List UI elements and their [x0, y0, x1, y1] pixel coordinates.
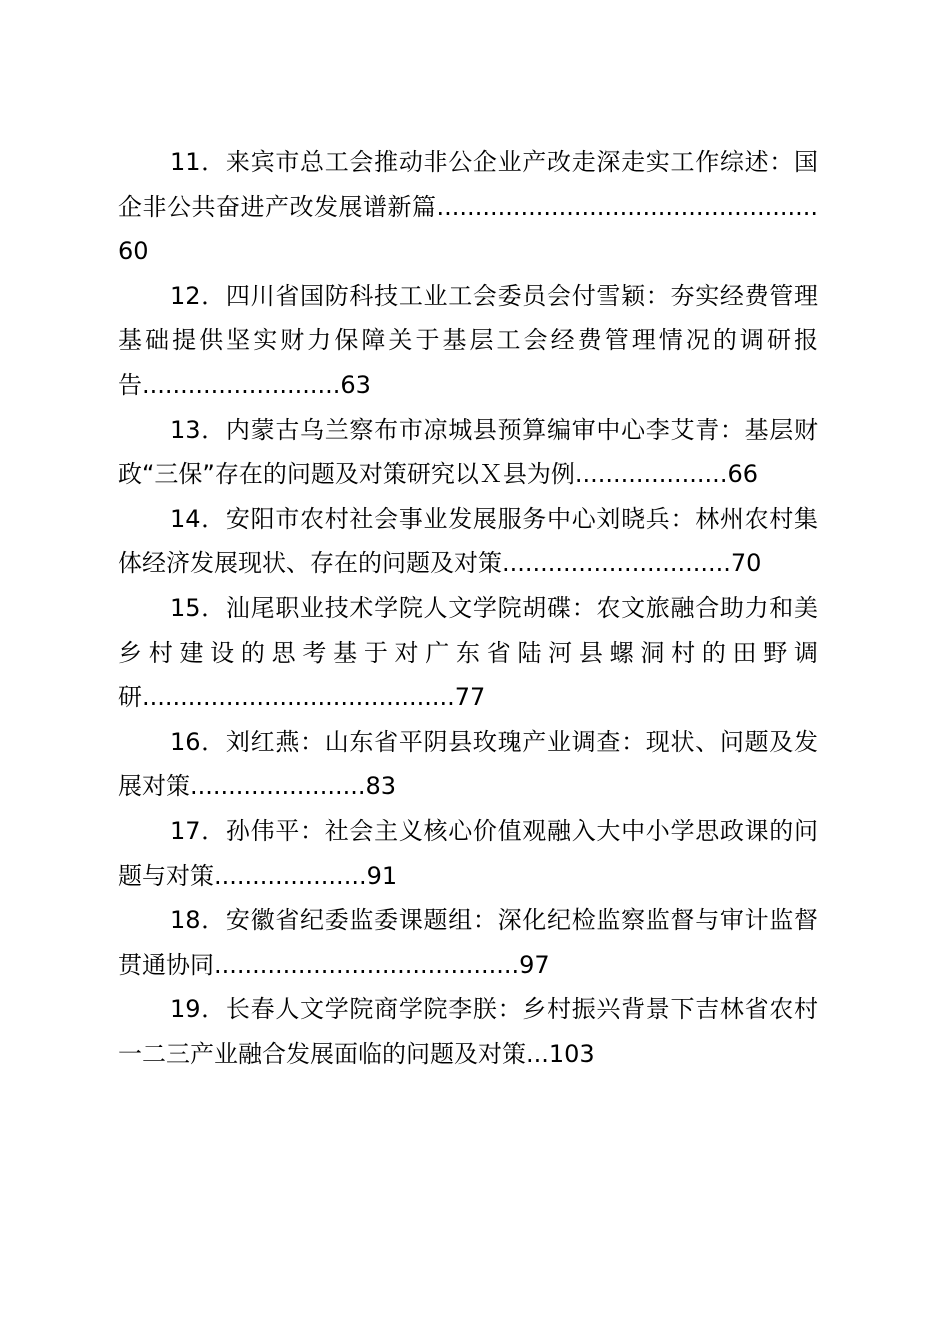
table-of-contents [118, 140, 818, 1076]
toc-entry-18: 18．安徽省纪委监委课题组：深化纪检监察监督与审计监督贯通协同........................................97 [118, 906, 818, 979]
toc-entry-16: 16．刘红燕：山东省平阴县玫瑰产业调查：现状、问题及发展对策.......................83 [118, 727, 818, 801]
toc-entry-19: 19．长春人文学院商学院李朕：乡村振兴背景下吉林省农村一二三产业融合发展面临的问题及对策...103 [118, 995, 818, 1068]
toc-entry-13: 13．内蒙古乌兰察布市凉城县预算编审中心李艾青：基层财政“三保”存在的问题及对策研究以Ｘ县为例....................66 [118, 415, 818, 489]
toc-entry-12: 12．四川省国防科技工业工会委员会付雪颖：夯实经费管理基础提供坚实财力保障关于基层工会经费管理情况的调研报告..........................63 [118, 281, 818, 399]
toc-entry-17: 17．孙伟平：社会主义核心价值观融入大中小学思政课的问题与对策....................91 [118, 816, 818, 890]
toc-entry-11: 11．来宾市总工会推动非公企业产改走深走实工作综述：国企非公共奋进产改发展谱新篇..................................................60 [118, 148, 818, 266]
toc-entry-15: 15．汕尾职业技术学院人文学院胡碟：农文旅融合助力和美乡村建设的思考基于对广东省陆河县螺洞村的田野调研.........................................77 [118, 593, 818, 712]
toc-entry-14: 14．安阳市农村社会事业发展服务中心刘晓兵：林州农村集体经济发展现状、存在的问题及对策..............................70 [118, 504, 818, 578]
